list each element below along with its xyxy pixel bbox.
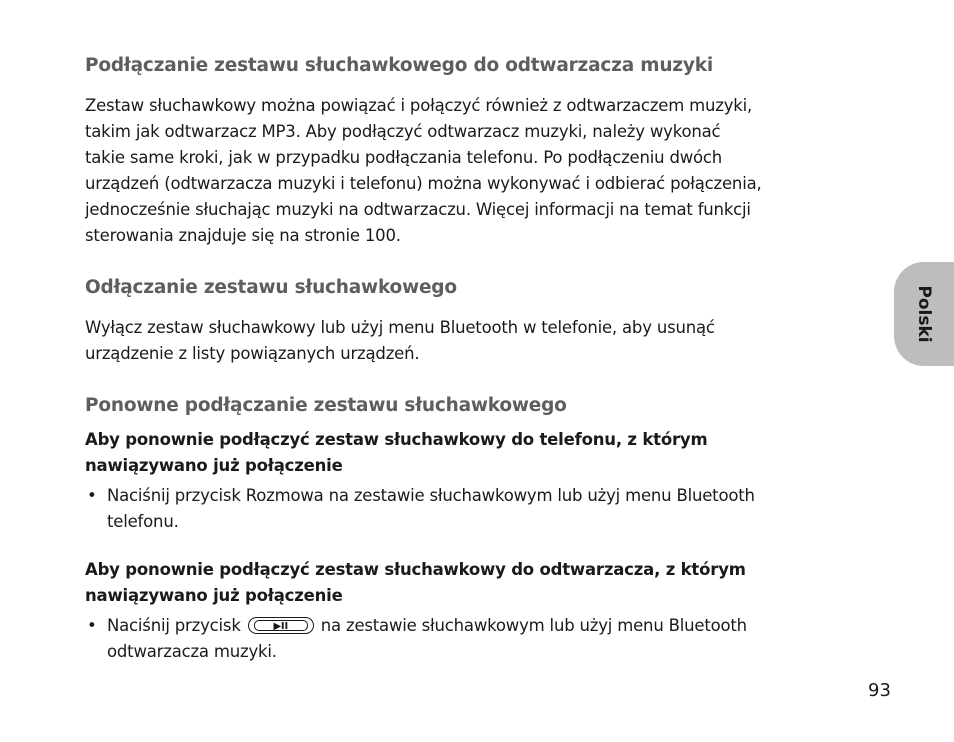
language-tab-label: Polski xyxy=(914,285,934,343)
section-heading-music-player: Podłączanie zestawu słuchawkowego do odtwarzacza muzyki xyxy=(85,55,713,76)
page-number: 93 xyxy=(868,680,891,701)
bullet-line: odtwarzacza muzyki. xyxy=(107,642,277,661)
bullet-marker: • xyxy=(87,486,97,505)
subsection-reconnect-phone xyxy=(85,427,860,535)
paragraph-line: jednocześnie słuchając muzyki na odtwarzaczu. Więcej informacji na temat funkcji xyxy=(85,200,751,219)
section-paragraph-disconnect xyxy=(85,315,860,367)
play-pause-glyph: ▶II xyxy=(254,620,308,631)
section-paragraph-music-player xyxy=(85,93,860,249)
subsection-title-line: Aby ponownie podłączyć zestaw słuchawkowy do telefonu, z którym xyxy=(85,430,708,449)
paragraph-line: Wyłącz zestaw słuchawkowy lub użyj menu Bluetooth w telefonie, aby usunąć xyxy=(85,318,715,337)
bullet-item xyxy=(85,613,860,665)
bullet-marker: • xyxy=(87,616,97,635)
bullet-line xyxy=(107,613,860,639)
bullet-line: Naciśnij przycisk Rozmowa na zestawie słuchawkowym lub użyj menu Bluetooth xyxy=(107,486,755,505)
bullet-text-before: Naciśnij przycisk xyxy=(107,616,241,635)
paragraph-line: sterowania znajduje się na stronie 100. xyxy=(85,226,401,245)
bullet-text-after: na zestawie słuchawkowym lub użyj menu Bluetooth xyxy=(320,616,747,635)
play-pause-button-icon xyxy=(248,617,314,634)
section-heading-reconnect: Ponowne podłączanie zestawu słuchawkowego xyxy=(85,395,567,416)
subsection-reconnect-player xyxy=(85,557,860,665)
page-content xyxy=(85,53,860,665)
paragraph-line: urządzenie z listy powiązanych urządzeń. xyxy=(85,344,420,363)
section-heading-disconnect: Odłączanie zestawu słuchawkowego xyxy=(85,277,457,298)
paragraph-line: Zestaw słuchawkowy można powiązać i połączyć również z odtwarzaczem muzyki, xyxy=(85,96,753,115)
bullet-item xyxy=(85,483,860,535)
subsection-title-line: nawiązywano już połączenie xyxy=(85,586,343,605)
paragraph-line: urządzeń (odtwarzacza muzyki i telefonu) można wykonywać i odbierać połączenia, xyxy=(85,174,762,193)
subsection-title-line: nawiązywano już połączenie xyxy=(85,456,343,475)
paragraph-line: takie same kroki, jak w przypadku podłączania telefonu. Po podłączeniu dwóch xyxy=(85,148,723,167)
subsection-title-line: Aby ponownie podłączyć zestaw słuchawkowy do odtwarzacza, z którym xyxy=(85,560,746,579)
bullet-line: telefonu. xyxy=(107,512,179,531)
language-side-tab xyxy=(894,262,954,366)
paragraph-line: takim jak odtwarzacz MP3. Aby podłączyć odtwarzacz muzyki, należy wykonać xyxy=(85,122,721,141)
